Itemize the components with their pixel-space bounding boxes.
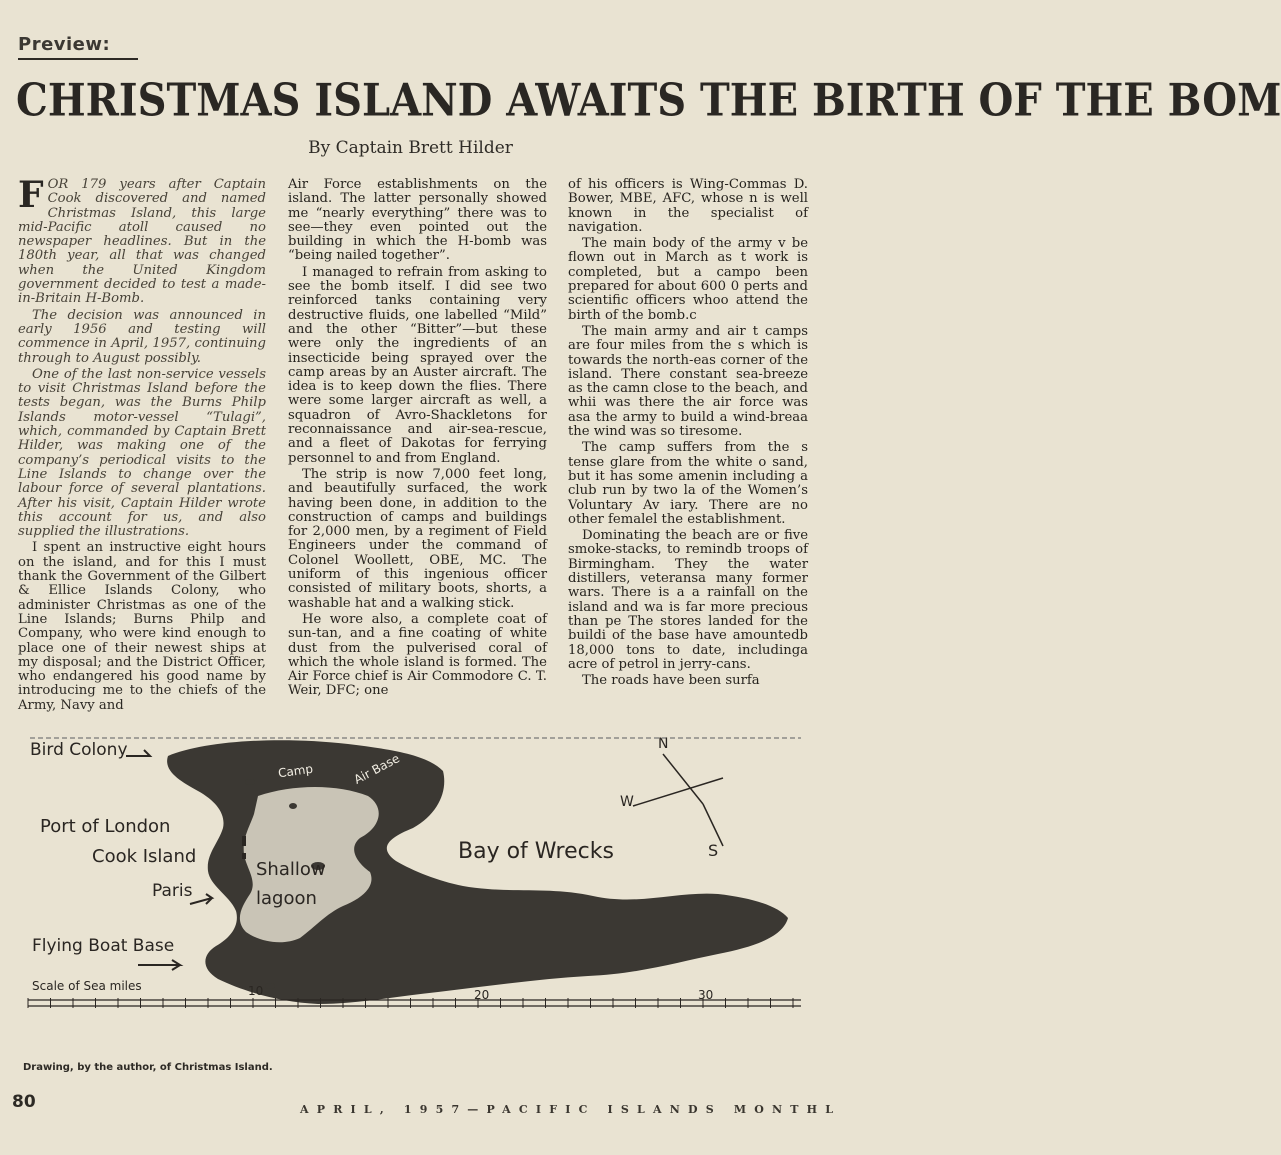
map-label-air-base: Air Base xyxy=(351,751,402,787)
compass-label-n: N xyxy=(658,736,669,752)
article-column-3 xyxy=(568,178,808,713)
body-paragraph: Air Force establishments on the island. The latter personally showed me “nearly everything” there was to see—they even pointed out the building in which the H-bomb was “being nailed together”. xyxy=(288,177,547,264)
scale-bar xyxy=(28,998,801,1008)
body-paragraph: I managed to refrain from asking to see the bomb itself. I did see two reinforced tanks containing very destructive fluids, one labelled “Mild” and the other “Bitter”—but these were only the ingredients of an insecticide being sprayed over the camp areas by an Auster aircraft. The idea is to keep down the flies. There were some larger aircraft as well, a squadron of Avro-Shackletons for reconnaissance and air-sea-rescue, and a fleet of Dakotas for ferrying personnel to and from England. xyxy=(288,264,547,466)
body-paragraph: The strip is now 7,000 feet long, and beautifully surfaced, the work having been done, in addition to the construction of camps and buildings for 2,000 men, by a regiment of Field Engineers under the command of Colonel Woollett, OBE, MC. The uniform of this ingenious officer consisted of military boots, shorts, a washable hat and a walking stick. xyxy=(288,466,547,611)
map-label-bird-colony: Bird Colony xyxy=(30,740,128,760)
scale-label-30: 30 xyxy=(698,988,714,1002)
paris-arrow xyxy=(190,894,212,904)
compass xyxy=(633,754,723,846)
map-label-paris: Paris xyxy=(152,881,193,901)
article-column-1 xyxy=(18,174,266,713)
body-paragraph: He wore also, a complete coat of sun-tan, and a fine coating of white dust from the pulverised coral of which the whole island is formed. The Air Force chief is Air Commodore C. T. Weir, DFC; one xyxy=(288,611,547,699)
byline: By Captain Brett Hilder xyxy=(308,138,513,158)
article-column-2 xyxy=(288,178,547,713)
body-paragraph: The main body of the army v be flown out in March as t work is completed, but a campo been prepared for about 600 0 perts and scientific officers whoo attend the birth of the bomb.c xyxy=(568,236,808,323)
lagoon-islet xyxy=(289,803,297,809)
body-paragraph: Dominating the beach are or five smoke-stacks, to remindb troops of Birmingham. They the water distillers, veteransa many former wars. There is a a rainfall on the island and wa is far more precious than pe The stores landed for the buildi of the base have amountedb 18,000 tons to date, includinga acre of petrol in jerry-cans. xyxy=(568,528,808,672)
lagoon-islet xyxy=(245,779,255,785)
body-paragraph: The main army and air t camps are four miles from the s which is towards the north-eas corner of the island. There constant sea-breeze as the camn close to the beach, and whii was there the air force was asa the army to build a wind-breaa the wind was so tiresome. xyxy=(568,323,808,440)
map-label-flying-boat-base: Flying Boat Base xyxy=(32,936,175,956)
flying-boat-arrow xyxy=(138,960,180,970)
map-label-port-of-london: Port of London xyxy=(40,816,171,837)
map-label-scale: Scale of Sea miles xyxy=(32,979,142,993)
map-caption: Drawing, by the author, of Christmas Island. xyxy=(23,1062,273,1073)
compass-s-line xyxy=(703,804,723,846)
map-label-camp: Camp xyxy=(277,761,314,781)
preview-kicker: Preview: xyxy=(18,34,111,55)
bird-colony-arrow xyxy=(126,750,150,756)
compass-ew-line xyxy=(633,778,723,806)
drop-cap: F xyxy=(18,174,44,216)
body-paragraph: I spent an instructive eight hours on the island, and for this I must thank the Government of the Gilbert & Ellice Islands Colony, who administer Christmas as one of the Line Islands; Burns Philp and Company, who were kind enough to place one of their newest ships at my disposal; and the District Officer, who endangered his good name by introducing me to the chiefs of the Army, Navy and xyxy=(18,540,266,713)
island-map xyxy=(18,736,801,1036)
lagoon-islet xyxy=(265,983,275,989)
compass-label-w: W xyxy=(620,794,634,810)
map-label-bay-of-wrecks: Bay of Wrecks xyxy=(458,839,614,864)
page-number: 80 xyxy=(12,1092,36,1112)
headline: CHRISTMAS ISLAND AWAITS THE BIRTH OF THE BOM xyxy=(16,74,1281,127)
kicker-underline xyxy=(18,58,138,60)
compass-label-s: S xyxy=(708,841,719,860)
body-paragraph: The roads have been surfa xyxy=(582,673,760,689)
body-paragraph: of his officers is Wing-Commas D. Bower, MBE, AFC, whose n is well known in the specialist of navigation. xyxy=(568,177,808,235)
map-label-shallow: Shallow xyxy=(256,859,326,880)
running-footer: APRIL, 1957—PACIFIC ISLANDS MONTHL xyxy=(300,1103,842,1116)
intro-text: OR 179 years after Captain Cook discovered and named Christmas Island, this large mid-Pacific atoll caused no newspaper headlines. But in the 180th year, all that was changed when the United Kingdom government decided to test a made-in-Britain H-Bomb. xyxy=(18,177,266,307)
intro-paragraph-2: The decision was announced in early 1956 and testing will commence in April, 1957, continuing through to August possibly. xyxy=(18,307,266,366)
scale-label-20: 20 xyxy=(474,988,490,1002)
body-paragraph: The camp suffers from the s tense glare from the white o sand, but it has some amenin including a club run by two la of the Women’s Voluntary Av iary. There are no other femalel the establishment. xyxy=(568,440,808,527)
map-label-lagoon: lagoon xyxy=(256,888,317,909)
map-label-cook-island: Cook Island xyxy=(92,846,197,867)
intro-paragraph xyxy=(18,174,266,307)
scale-label-10: 10 xyxy=(248,984,264,998)
intro-paragraph-3: One of the last non-service vessels to visit Christmas Island before the tests began, was the Burns Philp Islands motor-vessel “Tulagi”, which, commanded by Captain Brett Hilder, was making one of the company’s periodical visits to the Line Islands to change over the labour force of several plantations. After his visit, Captain Hilder wrote this account for us, and also supplied the illustrations. xyxy=(18,366,266,540)
compass-ns-line xyxy=(663,754,703,804)
